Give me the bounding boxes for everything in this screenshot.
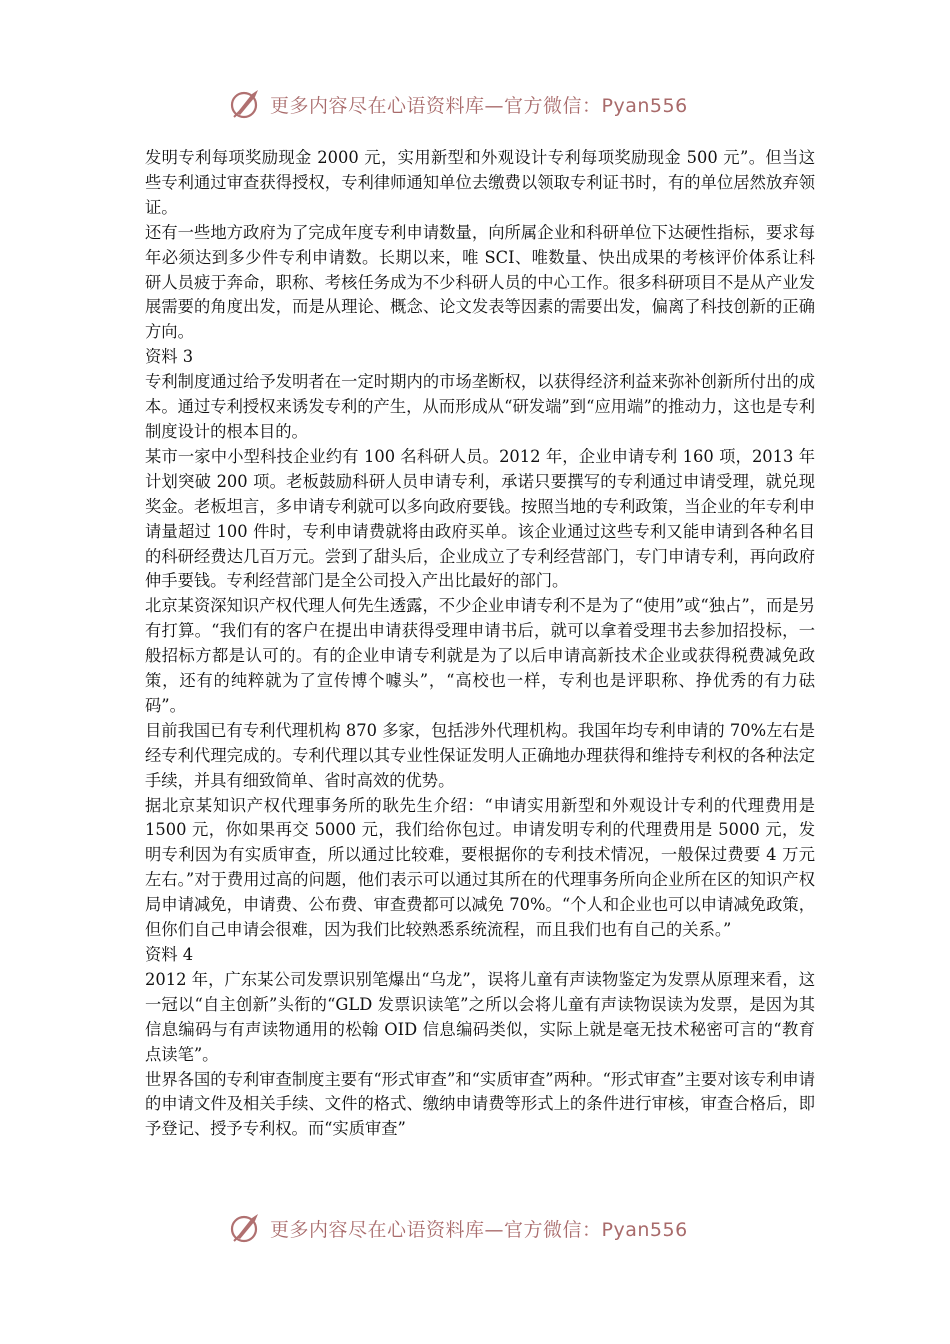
section-heading: 资料 4: [145, 945, 194, 964]
paragraph: 专利制度通过给予发明者在一定时期内的市场垄断权，以获得经济利益来弥补创新所付出的成本。通过专利授权来诱发专利的产生，从而形成从“研发端”到“应用端”的推动力，这也是专利制度设计的根本目的。: [145, 372, 815, 441]
header-banner: [228, 84, 748, 124]
paragraph: 据北京某知识产权代理事务所的耿先生介绍：“申请实用新型和外观设计专利的代理费用是 1500 元，你如果再交 5000 元，我们给你包过。申请发明专利的代理费用是 5000 元，发明专利因为有实质审查，所以通过比较难，要根据你的专利技术情况，一般保过费要 4 万元左右。”对于费用过高的问题，他们表示可以通过其所在的代理事务所向企业所在区的知识产权局申请减免，申请费、公布费、审查费都可以减免 70%。“个人和企业也可以申请减免政策，但你们自己申请会很难，因为我们比较熟悉系统流程，而且我们也有自己的关系。”: [145, 795, 815, 940]
pen-nib-logo-icon: [228, 86, 264, 122]
paragraph: 世界各国的专利审查制度主要有“形式审查”和“实质审查”两种。“形式审查”主要对该专利申请的申请文件及相关手续、文件的格式、缴纳申请费等形式上的条件进行审核，审查合格后，即予登记、授予专利权。而“实质审查”: [145, 1069, 815, 1139]
paragraph: 还有一些地方政府为了完成年度专利申请数量，向所属企业和科研单位下达硬性指标，要求每年必须达到多少件专利申请数。长期以来，唯 SCI、唯数量、快出成果的考核评价体系让科研人员疲于奔命，职称、考核任务成为不少科研人员的中心工作。很多科研项目不是从产业发展需要的角度出发，而是从理论、概念、论文发表等因素的需要出发，偏离了科技创新的正确方向。: [145, 222, 815, 342]
footer-banner-text: 更多内容尽在心语资料库—官方微信：Pyan556: [270, 1218, 688, 1241]
paragraph: 北京某资深知识产权代理人何先生透露，不少企业申请专利不是为了“使用”或“独占”，而是另有打算。“我们有的客户在提出申请获得受理申请书后，就可以拿着受理书去参加招投标，一般招标方都是认可的。有的企业申请专利就是为了以后申请高新技术企业或获得税费减免政策，还有的纯粹就为了宣传博个噱头”，“高校也一样，专利也是评职称、挣优秀的有力砝码”。: [145, 596, 815, 715]
paragraph: 2012 年，广东某公司发票识别笔爆出“乌龙”，误将儿童有声读物鉴定为发票从原理来看，这一冠以“自主创新”头衔的“GLD 发票识读笔”之所以会将儿童有声读物误读为发票，是因为其信息编码与有声读物通用的松翰 OID 信息编码类似，实际上就是毫无技术秘密可言的“教育点读笔”。: [145, 969, 815, 1064]
pen-nib-logo-icon: [228, 1210, 264, 1246]
paragraph: 目前我国已有专利代理机构 870 多家，包括涉外代理机构。我国年均专利申请的 70%左右是经专利代理完成的。专利代理以其专业性保证发明人正确地办理获得和维持专利权的各种法定手续，并具有细致简单、省时高效的优势。: [145, 720, 815, 790]
header-banner-text: 更多内容尽在心语资料库—官方微信：Pyan556: [270, 94, 688, 117]
paragraph: 发明专利每项奖励现金 2000 元，实用新型和外观设计专利每项奖励现金 500 元”。但当这些专利通过审查获得授权，专利律师通知单位去缴费以领取专利证书时，有的单位居然放弃领证。: [145, 148, 815, 217]
footer-banner: [228, 1208, 748, 1248]
document-body: [145, 146, 815, 1142]
section-heading: 资料 3: [145, 347, 194, 367]
paragraph: 某市一家中小型科技企业约有 100 名科研人员。2012 年，企业申请专利 160 项，2013 年计划突破 200 项。老板鼓励科研人员申请专利，承诺只要撰写的专利通过申请受理，就兑现奖金。老板坦言，多申请专利就可以多向政府要钱。按照当地的专利政策，当企业的年专利申请量超过 100 件时，专利申请费就将由政府买单。该企业通过这些专利又能申请到各种名目的科研经费达几百万元。尝到了甜头后，企业成立了专利经营部门，专门申请专利，再向政府伸手要钱。专利经营部门是全公司投入产出比最好的部门。: [145, 446, 815, 591]
